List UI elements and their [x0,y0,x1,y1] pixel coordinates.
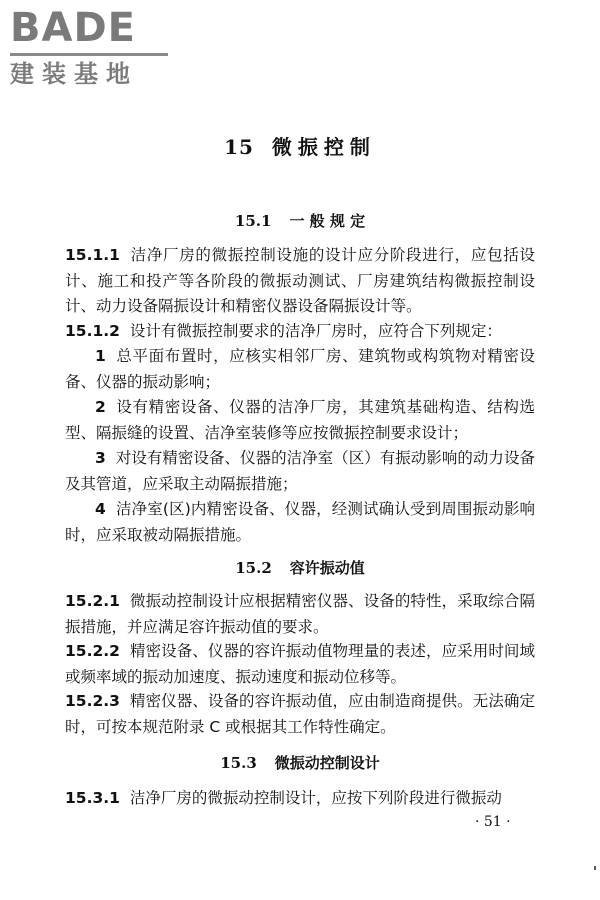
clause-number: 15.2.3 [65,692,120,710]
section-name: 容许振动值 [289,559,365,577]
list-item-1 [65,344,535,395]
clause-number: 15.2.1 [65,592,120,610]
section-name: 微振动控制设计 [274,754,380,772]
clause-text: 设计有微振控制要求的洁净厂房时，应符合下列规定： [129,322,502,340]
section-name: 一 般 规 定 [289,212,366,230]
clause-15-2-2 [65,639,535,690]
list-item-3 [65,446,535,497]
item-text: 对设有精密设备、仪器的洁净室（区）有振动影响的动力设备及其管道，应采取主动隔振措施； [65,449,535,493]
chapter-title [0,131,600,160]
item-text: 设有精密设备、仪器的洁净厂房，其建筑基础构造、结构选型、隔振缝的设置、洁净室装修等应按微振控制要求设计； [65,398,535,442]
clause-15-2-1 [65,589,535,640]
clause-15-1-2 [65,319,535,345]
clause-text: 精密设备、仪器的容许振动值物理量的表述，应采用时间域或频率域的振动加速度、振动速度和振动位移等。 [65,642,535,686]
list-item-2 [65,395,535,446]
clause-number: 15.1.2 [65,322,120,340]
section-title-15-3 [0,752,600,773]
bade-logo [10,6,175,88]
page-number: · 51 · [475,814,511,830]
clause-text: 微振动控制设计应根据精密仪器、设备的特性，采取综合隔振措施，并应满足容许振动值的要求。 [65,592,535,636]
clause-number: 15.1.1 [65,246,120,264]
clause-15-2-3 [65,689,535,740]
section-number: 15.2 [235,559,272,577]
clause-text: 洁净厂房的微振控制设施的设计应分阶段进行，应包括设计、施工和投产等各阶段的微振动测试、厂房建筑结构微振控制设计、动力设备隔振设计和精密仪器设备隔振设计等。 [65,246,535,315]
clause-number: 15.3.1 [65,789,120,807]
clause-15-3-1 [65,786,535,812]
clause-text: 精密仪器、设备的容许振动值，应由制造商提供。无法确定时，可按本规范附录 C 或根据其工作特性确定。 [65,692,535,736]
item-number: 3 [95,449,106,467]
item-text: 总平面布置时，应核实相邻厂房、建筑物或构筑物对精密设备、仪器的振动影响； [65,347,535,391]
chapter-name: 微振控制 [271,135,376,159]
item-text: 洁净室(区)内精密设备、仪器，经测试确认受到周围振动影响时，应采取被动隔振措施。 [65,500,535,544]
item-number: 1 [95,347,106,365]
list-item-4 [65,497,535,548]
logo-divider [10,53,168,56]
section-title-15-2 [0,557,600,578]
clause-number: 15.2.2 [65,642,120,660]
logo-brand: BADE [10,5,136,51]
scan-speck [594,866,596,870]
section-number: 15.1 [234,212,272,230]
logo-subtitle: 建装基地 [10,60,138,88]
section-number: 15.3 [220,754,257,772]
section-title-15-1 [0,210,600,231]
clause-text: 洁净厂房的微振动控制设计，应按下列阶段进行微振动 [129,789,502,807]
item-number: 2 [95,398,106,416]
item-number: 4 [95,500,106,518]
clause-15-1-1 [65,243,535,320]
chapter-number: 15 [224,135,254,159]
